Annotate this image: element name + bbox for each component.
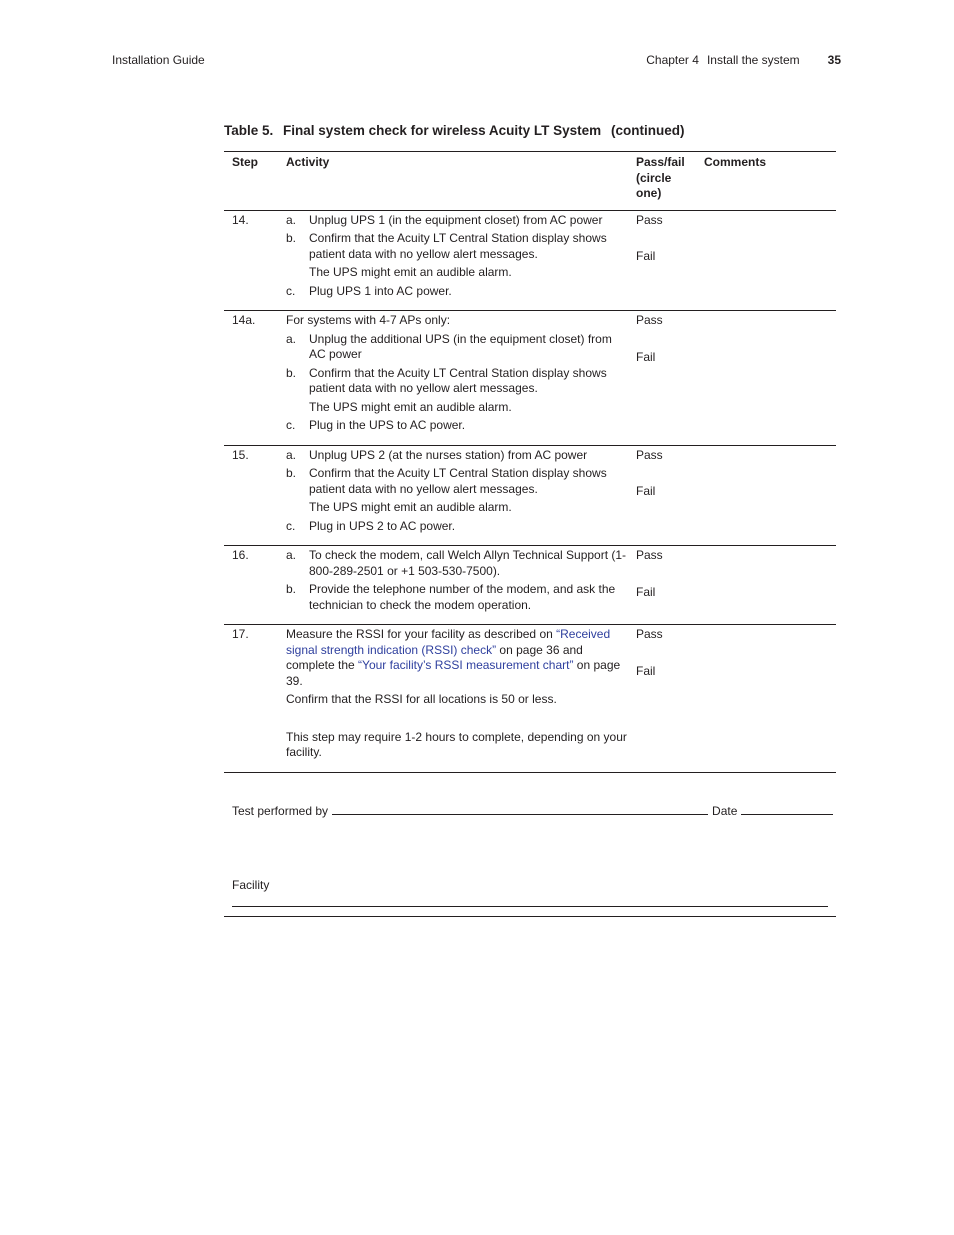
- fail-option[interactable]: Fail: [636, 249, 656, 263]
- step-number: 14.: [232, 212, 249, 227]
- activity-cell: [286, 311, 636, 446]
- rssi-chart-link[interactable]: “Your facility’s RSSI measurement chart”: [358, 658, 574, 672]
- list-item: c. Plug UPS 1 into AC power.: [286, 283, 452, 298]
- comments-cell: [704, 311, 836, 446]
- table-title: [224, 123, 684, 138]
- pass-fail-cell: [636, 546, 704, 625]
- date-field[interactable]: [741, 803, 833, 815]
- performed-by-label: Test performed by: [232, 804, 329, 818]
- pass-fail-cell: [636, 210, 704, 311]
- pass-fail-cell: [636, 445, 704, 546]
- note-text: The UPS might emit an audible alarm.: [309, 399, 512, 414]
- step-number: 14a.: [232, 313, 256, 327]
- bottom-rule: [224, 916, 836, 917]
- paragraph: Confirm that the RSSI for all locations is 50 or less.: [286, 692, 557, 706]
- performed-by-field[interactable]: [332, 803, 708, 815]
- table-row: [224, 625, 836, 773]
- chapter-label: Chapter 4: [646, 53, 699, 67]
- running-header-left: Installation Guide: [112, 53, 205, 67]
- pass-option[interactable]: Pass: [636, 548, 663, 562]
- step-number: 17.: [232, 627, 249, 641]
- list-item: b. Confirm that the Acuity LT Central Station display shows patient data with no yellow alert messages.: [286, 466, 607, 496]
- col-header-pass-fail: Pass/fail (circle one): [636, 152, 704, 211]
- list-item: b. Confirm that the Acuity LT Central Station display shows patient data with no yellow alert messages.: [286, 365, 607, 395]
- fail-option[interactable]: Fail: [636, 584, 656, 599]
- section-label: Install the system: [706, 53, 800, 67]
- table-row: [224, 210, 836, 311]
- facility-label: Facility: [232, 878, 270, 892]
- activity-cell: [286, 546, 636, 625]
- list-item: c. Plug in the UPS to AC power.: [286, 418, 466, 432]
- list-item: a. Unplug the additional UPS (in the equipment closet) from AC power: [286, 331, 612, 361]
- activity-cell: [286, 445, 636, 546]
- list-item: a. Unplug UPS 2 (at the nurses station) from AC power: [286, 447, 588, 462]
- table-row: [224, 546, 836, 625]
- col-header-comments: Comments: [704, 152, 836, 211]
- comments-cell: [704, 445, 836, 546]
- final-system-check-table: [224, 151, 836, 773]
- table-row: [224, 445, 836, 546]
- col-header-step: Step: [224, 152, 286, 211]
- activity-cell: [286, 210, 636, 311]
- comments-cell: [704, 625, 836, 773]
- text-run: on page 39.: [286, 658, 621, 688]
- rssi-check-link[interactable]: “Received signal strength indication (RSSI) check”: [286, 627, 611, 657]
- text-run: on page 36 and complete the: [286, 642, 583, 672]
- step-number: 16.: [232, 548, 249, 562]
- col-header-activity: Activity: [286, 152, 636, 211]
- text-run: Measure the RSSI for your facility as described on: [286, 627, 557, 641]
- step-number: 15.: [232, 447, 249, 462]
- table-continued: (continued): [610, 123, 685, 138]
- activity-cell: [286, 625, 636, 773]
- date-label: Date: [712, 804, 738, 818]
- facility-field[interactable]: [232, 906, 828, 907]
- table-header-row: [224, 152, 836, 211]
- test-performed-by-line: [232, 803, 833, 818]
- table-row: [224, 311, 836, 446]
- table-title-text: Final system check for wireless Acuity LT System: [283, 123, 602, 138]
- pass-fail-cell: [636, 625, 704, 773]
- comments-cell: [704, 210, 836, 311]
- paragraph: This step may require 1-2 hours to complete, depending on your facility.: [286, 729, 627, 759]
- page-number: 35: [827, 53, 841, 67]
- fail-option[interactable]: Fail: [636, 349, 656, 364]
- pass-option[interactable]: Pass: [636, 447, 663, 462]
- list-item: a. To check the modem, call Welch Allyn Technical Support (1-800-289-2501 or +1 503-530-7500).: [286, 548, 627, 578]
- note-text: The UPS might emit an audible alarm.: [309, 500, 512, 514]
- paragraph: [286, 627, 636, 689]
- intro-text: For systems with 4-7 APs only:: [286, 313, 451, 327]
- pass-fail-cell: [636, 311, 704, 446]
- fail-option[interactable]: Fail: [636, 663, 656, 678]
- comments-cell: [704, 546, 836, 625]
- list-item: c. Plug in UPS 2 to AC power.: [286, 518, 456, 533]
- table-label: Table 5.: [224, 123, 274, 138]
- running-header-right: [646, 53, 841, 67]
- list-item: a. Unplug UPS 1 (in the equipment closet) from AC power: [286, 212, 603, 227]
- list-item: b. Provide the telephone number of the modem, and ask the technician to check the modem operation.: [286, 582, 616, 612]
- pass-option[interactable]: Pass: [636, 313, 663, 327]
- pass-option[interactable]: Pass: [636, 212, 663, 227]
- fail-option[interactable]: Fail: [636, 484, 656, 498]
- pass-option[interactable]: Pass: [636, 627, 663, 641]
- list-item: b. Confirm that the Acuity LT Central Station display shows patient data with no yellow alert messages.: [286, 231, 607, 261]
- note-text: The UPS might emit an audible alarm.: [309, 265, 512, 279]
